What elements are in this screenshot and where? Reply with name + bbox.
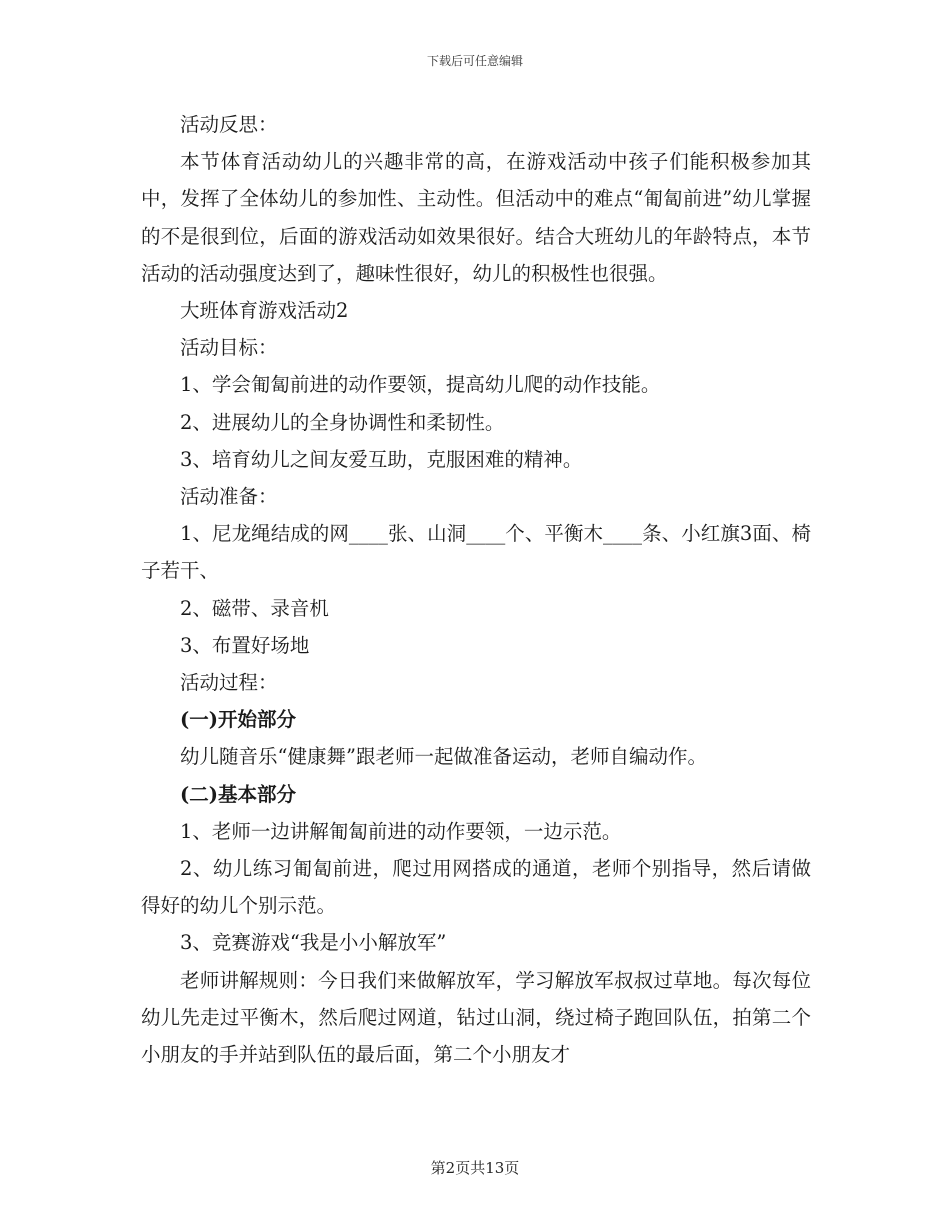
paragraph: 1、老师一边讲解匍匐前进的动作要领，一边示范。 [180, 819, 622, 843]
paragraph: 2、磁带、录音机 [180, 596, 329, 620]
paragraph: 活动过程： [180, 671, 278, 695]
paragraph: 2、进展幼儿的全身协调性和柔韧性。 [180, 410, 505, 434]
paragraph: 1、学会匍匐前进的动作要领，提高幼儿爬的动作技能。 [180, 373, 661, 397]
paragraph: 老师讲解规则：今日我们来做解放军，学习解放军叔叔过草地。每次每位幼儿先走过平衡木，然后爬过网道，钻过山洞，绕过椅子跑回队伍，拍第二个小朋友的手并站到队伍的最后面，第二个小朋友才 [141, 968, 811, 1067]
paragraph: 活动反思： [180, 113, 278, 136]
page-footer: 第2页共13页 [430, 1159, 520, 1177]
section-heading: (一)开始部分 [180, 708, 296, 732]
paragraph: 大班体育游戏活动2 [180, 299, 349, 323]
page-header: 下载后可任意编辑 [426, 54, 523, 68]
paragraph: 幼儿随音乐“健康舞”跟老师一起做准备运动，老师自编动作。 [180, 745, 707, 769]
paragraph: 2、幼儿练习匍匐前进，爬过用网搭成的通道，老师个别指导，然后请做得好的幼儿个别示范。 [141, 857, 811, 918]
document-body [141, 106, 811, 1073]
paragraph: 活动目标： [180, 336, 278, 360]
section-heading: (二)基本部分 [180, 782, 296, 806]
paragraph: 1、尼龙绳结成的网____张、山洞____个、平衡木____条、小红旗3面、椅子若干、 [141, 522, 811, 583]
paragraph: 活动准备： [180, 485, 278, 509]
paragraph: 3、竞赛游戏“我是小小解放军” [180, 931, 447, 955]
paragraph: 3、布置好场地 [180, 633, 310, 657]
paragraph: 本节体育活动幼儿的兴趣非常的高，在游戏活动中孩子们能积极参加其中，发挥了全体幼儿的参加性、主动性。但活动中的难点“匍匐前进”幼儿掌握的不是很到位，后面的游戏活动如效果很好。结合大班幼儿的年龄特点，本节活动的活动强度达到了，趣味性很好，幼儿的积极性也很强。 [141, 150, 811, 285]
paragraph: 3、培育幼儿之间友爱互助，克服困难的精神。 [180, 447, 583, 471]
